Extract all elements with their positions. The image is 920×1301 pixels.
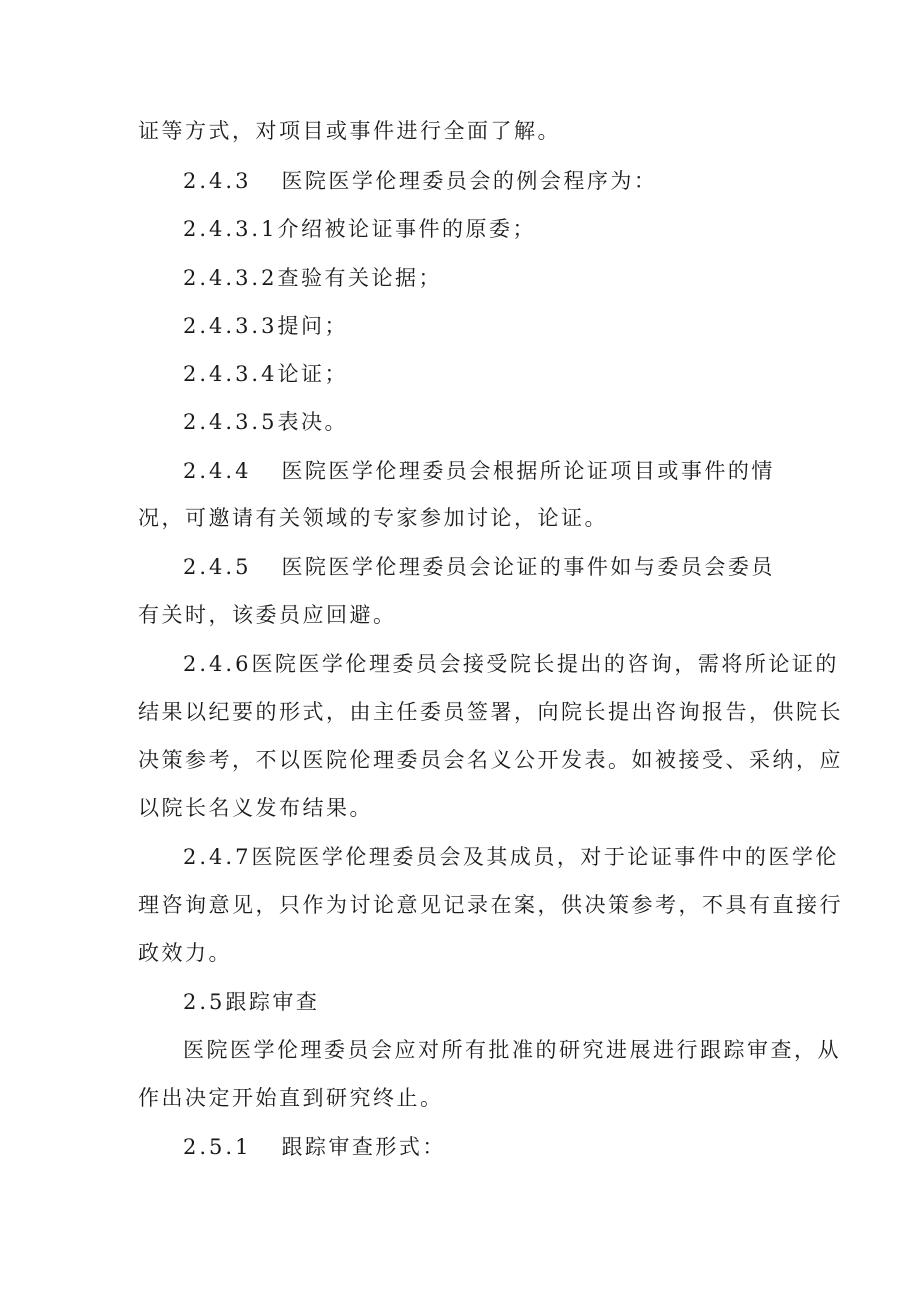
line-text: 结果以纪要的形式，由主任委员签署，向院长提出咨询报告，供院长 [138,700,843,724]
list-item-2-4-3-1 [183,214,536,244]
line-text: 况，可邀请有关领域的专家参加讨论，论证。 [138,506,608,530]
section-heading-2-5 [183,987,319,1017]
line-text: 作出决定开始直到研究终止。 [138,1086,444,1110]
line-text: 证等方式，对项目或事件进行全面了解。 [138,119,561,143]
list-item-2-4-3-3 [183,311,348,341]
paragraph-line [138,890,843,920]
section-number: 2.4.3.2 [183,266,278,290]
line-text: 跟踪审查 [225,990,320,1014]
line-text: 医院医学伦理委员会接受院长提出的咨询，需将所论证的 [251,652,839,676]
line-text: 医院医学伦理委员会根据所论证项目或事件的情 [281,459,775,483]
paragraph-line [138,503,608,533]
section-number: 2.4.3.4 [183,362,278,386]
line-text: 医院医学伦理委员会论证的事件如与委员会委员 [281,555,775,579]
line-text: 介绍被论证事件的原委； [277,217,536,241]
section-number: 2.4.5 [183,555,252,579]
line-text: 政效力。 [138,941,232,965]
section-number: 2.4.6 [183,652,252,676]
line-text: 有关时，该委员应回避。 [138,603,397,627]
line-text: 以院长名义发布结果。 [138,796,373,820]
paragraph-line [138,938,232,968]
section-number: 2.5 [183,990,226,1014]
line-text: 医院医学伦理委员会的例会程序为： [281,169,658,193]
line-text: 表决。 [277,410,348,434]
line-text: 理咨询意见，只作为讨论意见记录在案，供决策参考，不具有直接行 [138,893,843,917]
line-text: 提问； [277,314,348,338]
section-number: 2.4.7 [183,845,252,869]
line-text: 跟踪审查形式： [281,1135,446,1159]
paragraph-line [183,1035,841,1065]
section-number: 2.4.3.1 [183,217,278,241]
paragraph-line [138,1083,444,1113]
section-number: 2.4.4 [183,459,252,483]
section-heading-2-4-4 [183,456,775,486]
section-heading-2-4-6 [183,649,839,679]
paragraph-line [138,793,373,823]
list-item-2-4-3-2 [183,263,442,293]
list-item-2-4-3-4 [183,359,348,389]
line-text: 医院医学伦理委员会应对所有批准的研究进展进行跟踪审查，从 [183,1038,841,1062]
paragraph-line [138,600,397,630]
section-heading-2-4-5 [183,552,775,582]
line-text: 论证； [277,362,348,386]
list-item-2-4-3-5 [183,407,348,437]
section-heading-2-5-1 [183,1132,446,1162]
section-number: 2.4.3.3 [183,314,278,338]
line-text: 医院医学伦理委员会及其成员，对于论证事件中的医学伦 [251,845,839,869]
section-heading-2-4-7 [183,842,839,872]
line-text: 查验有关论据； [277,266,442,290]
section-number: 2.4.3.5 [183,410,278,434]
line-text: 决策参考，不以医院伦理委员会名义公开发表。如被接受、采纳，应 [138,748,843,772]
section-heading-2-4-3 [183,166,657,196]
section-number: 2.5.1 [183,1135,252,1159]
paragraph-line [138,745,843,775]
section-number: 2.4.3 [183,169,252,193]
paragraph-line [138,697,843,727]
paragraph-line [138,116,561,146]
